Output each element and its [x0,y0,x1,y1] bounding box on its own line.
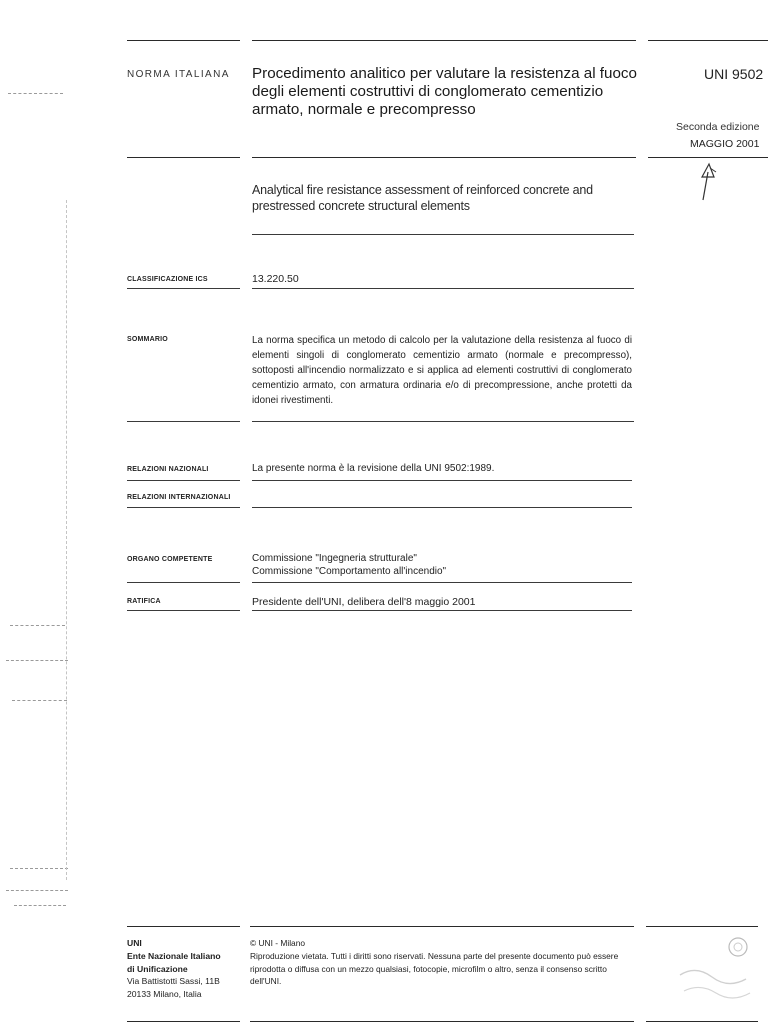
organo-line-1: Commissione "Ingegneria strutturale" [252,553,417,564]
footer-address-2: 20133 Milano, Italia [127,989,202,1000]
organo-line-2: Commissione "Comportamento all'incendio" [252,566,447,577]
relazioni-nazionali-value: La presente norma è la revisione della UNI 9502:1989. [252,463,495,474]
footer-org-name-2: di Unificazione [127,963,188,974]
sommario-text: La norma specifica un metodo di calcolo per la valutazione della resistenza al fuoco di elementi singoli di conglomerato cementizio armato (normale e precompresso), sottoposti all'incendio normalizzato e si applica ad elementi costruttivi di conglomerato cementizio armato, con armatura ordinaria e/o di precompressione, anche protetti da idonei rivestimenti. [252,335,632,406]
footer-org [127,937,247,1001]
handwritten-arrow-icon [696,158,726,202]
edition-date: MAGGIO 2001 [690,138,760,150]
relazioni-nazionali-label: RELAZIONI NAZIONALI [127,466,209,473]
ratifica-label: RATIFICA [127,598,161,605]
organo-competente-label: ORGANO COMPETENTE [127,556,213,563]
footer-copyright: © UNI - Milano [250,938,306,948]
series-label: NORMA ITALIANA [127,69,230,80]
ratifica-value: Presidente dell'UNI, delibera dell'8 maggio 2001 [252,596,476,608]
footer-legal [250,937,634,988]
document-title-it: Procedimento analitico per valutare la resistenza al fuoco degli elementi costruttivi di conglomerato cementizio armato, normale e precompresso [252,65,637,118]
footer-org-name-1: Ente Nazionale Italiano [127,950,221,961]
footer-org-short: UNI [127,938,142,948]
standard-code: UNI 9502 [704,66,764,82]
ics-value: 13.220.50 [252,273,299,285]
ics-label: CLASSIFICAZIONE ICS [127,276,208,283]
sommario-label: SOMMARIO [127,336,168,343]
relazioni-internazionali-label: RELAZIONI INTERNAZIONALI [127,494,231,501]
footer-address-1: Via Battistotti Sassi, 11B [127,976,220,987]
footer-rights: Riproduzione vietata. Tutti i diritti sono riservati. Nessuna parte del presente documento può essere riprodotta o diffusa con un mezzo qualsiasi, fotocopie, microfilm o altro, senza il consenso scritto dell'UNI. [250,950,619,987]
stamp-mark-icon [676,935,756,1007]
edition-label: Seconda edizione [676,121,760,133]
scan-edge [0,0,80,1024]
document-title-en: Analytical fire resistance assessment of reinforced concrete and prestressed concrete structural elements [252,183,593,213]
